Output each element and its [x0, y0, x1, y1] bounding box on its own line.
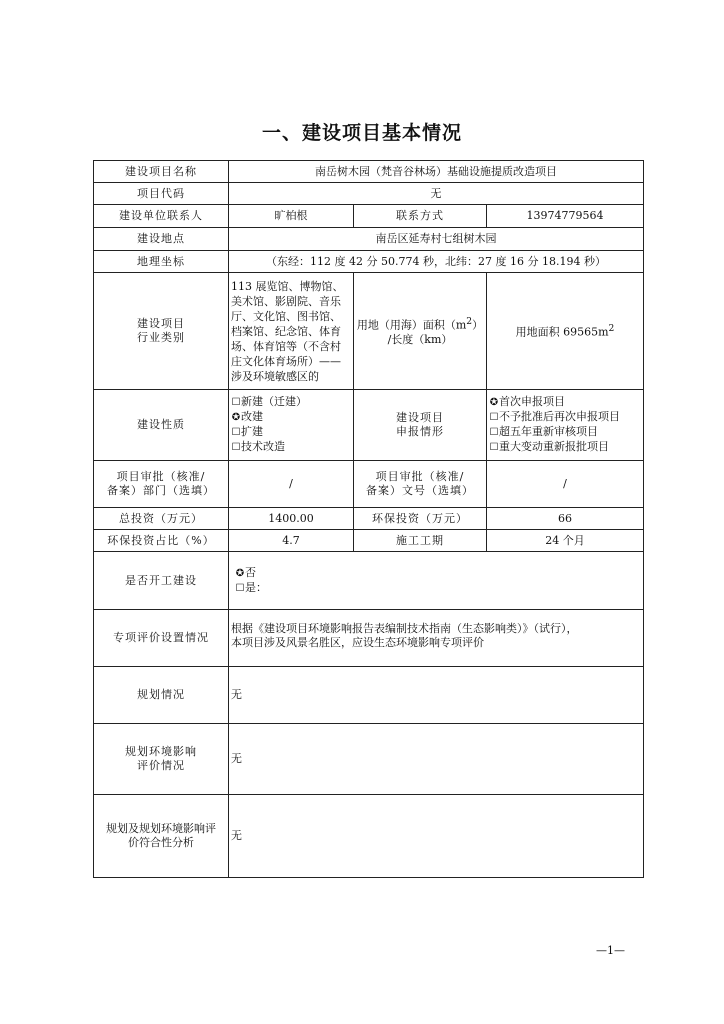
checkbox-checked-icon: ✪ [231, 412, 241, 423]
row-project-name [94, 161, 644, 183]
special-eval-label: 专项评价设置情况 [94, 610, 229, 667]
area-label [354, 273, 487, 390]
nature-option-new[interactable]: ☐新建（迁建） [231, 395, 307, 408]
area-label-a: 用地（用海）面积（m [356, 318, 467, 332]
project-code-value: 无 [229, 183, 644, 205]
checkbox-checked-icon: ✪ [235, 567, 245, 579]
checkbox-unchecked-icon: ☐ [489, 427, 499, 438]
area-value [487, 273, 644, 390]
approval-dept-label: 项目审批（核准/ 备案）部门（选填） [94, 461, 229, 508]
special-eval-value: 根据《建设项目环境影响报告表编制技术指南（生态影响类）》（试行）， 本项目涉及风景名胜区，应设生态环境影响专项评价 [229, 610, 644, 667]
checkbox-checked-icon: ✪ [489, 397, 499, 408]
row-nature [94, 390, 644, 461]
area-label-b: ） [472, 318, 484, 332]
row-planning-conform [94, 795, 644, 878]
coordinates-value: （东经：112 度 42 分 50.774 秒，北纬：27 度 16 分 18.194 秒） [229, 251, 644, 273]
env-investment-label: 环保投资（万元） [354, 508, 487, 530]
page-title: 一、建设项目基本情况 [261, 122, 462, 144]
project-info-table [93, 160, 644, 878]
declare-label-line2: 申报情形 [396, 425, 444, 438]
row-started [94, 552, 644, 610]
env-ratio-value: 4.7 [229, 530, 354, 552]
approval-doc-value: / [487, 461, 644, 508]
area-label-line2: /长度（km） [387, 332, 453, 346]
row-project-code [94, 183, 644, 205]
row-ratio [94, 530, 644, 552]
planning-label: 规划情况 [94, 667, 229, 724]
checkbox-unchecked-icon: ☐ [231, 427, 241, 438]
checkbox-unchecked-icon: ☐ [489, 442, 499, 453]
declare-option-resubmit[interactable]: ☐不予批准后再次申报项目 [489, 410, 620, 423]
project-code-label: 项目代码 [94, 183, 229, 205]
env-investment-value: 66 [487, 508, 644, 530]
checkbox-unchecked-icon: ☐ [235, 582, 245, 594]
coordinates-label: 地理坐标 [94, 251, 229, 273]
planning-conform-value: 无 [229, 795, 644, 878]
row-planning-env [94, 724, 644, 795]
row-location [94, 228, 644, 251]
started-option-no[interactable]: ✪否 [235, 565, 256, 579]
checkbox-unchecked-icon: ☐ [231, 397, 241, 408]
nature-option-expand[interactable]: ☐扩建 [231, 425, 263, 438]
project-name-label: 建设项目名称 [94, 161, 229, 183]
area-value-a: 用地面积 69565m [515, 325, 609, 339]
row-investment [94, 508, 644, 530]
row-coordinates [94, 251, 644, 273]
location-value: 南岳区延寿村七组树木园 [229, 228, 644, 251]
area-label-sup: 2 [466, 316, 473, 328]
industry-value: 113 展览馆、博物馆、美术馆、影剧院、音乐厅、文化馆、图书馆、档案馆、纪念馆、体育场、体育馆等（不含村庄文化体育场所）——涉及环境敏感区的 [229, 273, 354, 390]
row-industry [94, 273, 644, 390]
period-value: 24 个月 [487, 530, 644, 552]
row-approval [94, 461, 644, 508]
page-number: —1— [596, 944, 625, 957]
area-label-line1 [356, 315, 484, 333]
planning-env-value: 无 [229, 724, 644, 795]
started-label: 是否开工建设 [94, 552, 229, 610]
env-ratio-label: 环保投资占比（%） [94, 530, 229, 552]
project-name-value: 南岳树木园（梵音谷林场）基础设施提质改造项目 [229, 161, 644, 183]
contact-method-value: 13974779564 [487, 205, 644, 228]
checkbox-unchecked-icon: ☐ [489, 412, 499, 423]
planning-value: 无 [229, 667, 644, 724]
period-label: 施工工期 [354, 530, 487, 552]
declare-option-five-years[interactable]: ☐超五年重新审核项目 [489, 425, 598, 438]
contact-method-label: 联系方式 [354, 205, 487, 228]
industry-label-line1: 建设项目 [137, 317, 185, 330]
started-option-yes[interactable]: ☐是： [235, 580, 267, 594]
row-contact [94, 205, 644, 228]
nature-options [229, 390, 354, 461]
investment-label: 总投资（万元） [94, 508, 229, 530]
nature-option-tech[interactable]: ☐技术改造 [231, 440, 285, 453]
declare-options [487, 390, 644, 461]
contact-value: 旷柏根 [229, 205, 354, 228]
row-special-eval [94, 610, 644, 667]
area-value-sup: 2 [608, 323, 615, 335]
declare-option-first[interactable]: ✪首次申报项目 [489, 395, 565, 408]
nature-option-rebuild[interactable]: ✪改建 [231, 410, 263, 423]
approval-doc-label: 项目审批（核准/ 备案）文号（选填） [354, 461, 487, 508]
started-options [229, 552, 644, 610]
planning-env-label: 规划环境影响 评价情况 [94, 724, 229, 795]
declare-label-line1: 建设项目 [396, 411, 444, 424]
declare-option-major-change[interactable]: ☐重大变动重新报批项目 [489, 440, 609, 453]
nature-label: 建设性质 [94, 390, 229, 461]
approval-dept-value: / [229, 461, 354, 508]
investment-value: 1400.00 [229, 508, 354, 530]
declare-label [354, 390, 487, 461]
contact-label: 建设单位联系人 [94, 205, 229, 228]
industry-label-line2: 行业类别 [137, 331, 185, 344]
checkbox-unchecked-icon: ☐ [231, 442, 241, 453]
location-label: 建设地点 [94, 228, 229, 251]
industry-label [94, 273, 229, 390]
row-planning [94, 667, 644, 724]
planning-conform-label: 规划及规划环境影响评 价符合性分析 [94, 795, 229, 878]
